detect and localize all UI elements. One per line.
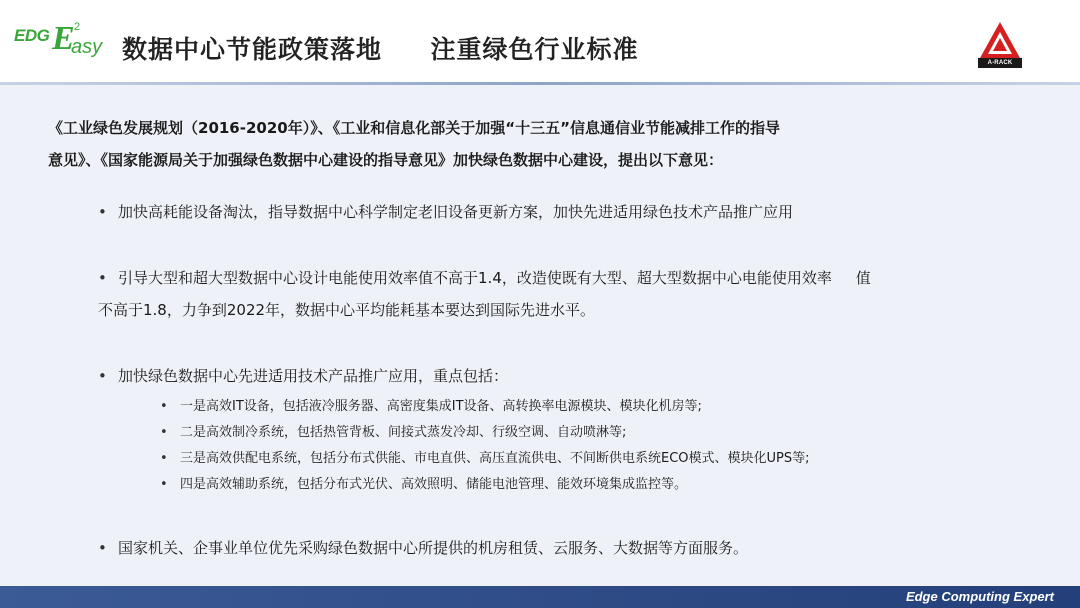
a-rack-logo-icon bbox=[974, 20, 1026, 72]
edge-easy-logo bbox=[14, 20, 114, 64]
sub-bullet-text: 一是高效IT设备，包括液冷服务器、高密度集成IT设备、高转换率电源模块、模块化机房等; bbox=[180, 399, 702, 414]
intro-line: 《工业绿色发展规划（2016-2020年）》、《工业和信息化部关于加强“十三五”信息通信业节能减排工作的指导 bbox=[48, 119, 780, 137]
bullet-dot: • bbox=[98, 203, 107, 221]
bullet-dot: • bbox=[98, 539, 107, 557]
brand-text: A-RACK bbox=[987, 60, 1013, 66]
bullet-text: 国家机关、企事业单位优先采购绿色数据中心所提供的机房租赁、云服务、大数据等方面服务。 bbox=[118, 539, 749, 557]
sub-bullet-item bbox=[160, 472, 1020, 498]
sub-bullet-list bbox=[160, 394, 1020, 498]
bullet-item bbox=[98, 532, 1038, 564]
sub-bullet-dot: • bbox=[160, 451, 168, 466]
bullet-text-cont: 不高于1.8，力争到2022年，数据中心平均能耗基本要达到国际先进水平。 bbox=[98, 301, 596, 319]
logo-edg-text: EDG bbox=[14, 26, 50, 45]
sub-bullet-item bbox=[160, 394, 1020, 420]
sub-bullet-text: 二是高效制冷系统，包括热管背板、间接式蒸发冷却、行级空调、自动喷淋等; bbox=[180, 425, 627, 440]
sub-bullet-item bbox=[160, 420, 1020, 446]
footer-bar bbox=[0, 586, 1080, 608]
sub-bullet-dot: • bbox=[160, 477, 168, 492]
bullet-dot: • bbox=[98, 269, 107, 287]
sub-bullet-dot: • bbox=[160, 399, 168, 414]
sub-bullet-text: 三是高效供配电系统，包括分布式供能、市电直供、高压直流供电、不间断供电系统ECO模式、模块化UPS等; bbox=[180, 451, 810, 466]
intro-paragraph bbox=[48, 112, 1048, 176]
bullet-item bbox=[98, 360, 1038, 392]
sub-bullet-dot: • bbox=[160, 425, 168, 440]
bullet-item bbox=[98, 262, 1038, 326]
bullet-text: 加快高耗能设备淘汰，指导数据中心科学制定老旧设备更新方案，加快先进适用绿色技术产品推广应用 bbox=[118, 203, 794, 221]
logo-superscript: 2 bbox=[74, 21, 81, 33]
bullet-text: 加快绿色数据中心先进适用技术产品推广应用，重点包括： bbox=[118, 367, 509, 385]
sub-bullet-text: 四是高效辅助系统，包括分布式光伏、高效照明、储能电池管理、能效环境集成监控等。 bbox=[180, 477, 688, 492]
header-bar bbox=[0, 0, 1080, 82]
logo-e-text: E bbox=[52, 20, 75, 57]
header-divider bbox=[0, 82, 1080, 85]
logo-asy-text: asy bbox=[71, 36, 103, 58]
sub-bullet-item bbox=[160, 446, 1020, 472]
bullet-text: 引导大型和超大型数据中心设计电能使用效率值不高于1.4，改造使既有大型、超大型数据中心电能使用效率 值 bbox=[118, 269, 871, 287]
footer-tagline: Edge Computing Expert bbox=[905, 589, 1054, 604]
page-title: 数据中心节能政策落地 注重绿色行业标准 bbox=[122, 35, 639, 64]
intro-line: 意见》、《国家能源局关于加强绿色数据中心建设的指导意见》加快绿色数据中心建设，提出以下意见： bbox=[48, 151, 724, 169]
bullet-item bbox=[98, 196, 1038, 228]
bullet-dot: • bbox=[98, 367, 107, 385]
